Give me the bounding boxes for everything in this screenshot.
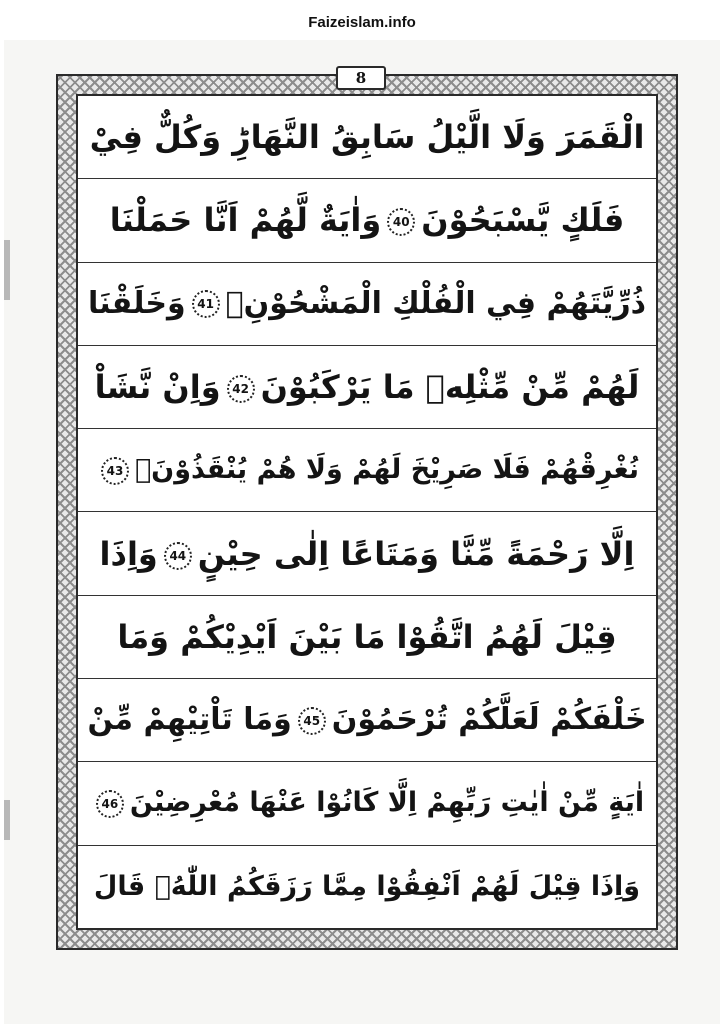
ornamental-border — [56, 74, 678, 950]
verse-line — [78, 846, 656, 928]
ayah-number-marker: 42 — [227, 375, 255, 403]
page-number: 8 — [336, 66, 386, 90]
ayah-number-marker: 41 — [192, 290, 220, 318]
text-panel — [76, 94, 658, 930]
arabic-text-after: وَاٰيَةٌ لَّهُمْ اَنَّا حَمَلْنَا — [109, 201, 382, 240]
arabic-text — [117, 617, 617, 656]
arabic-text — [95, 456, 639, 485]
arabic-text-before: اٰيَةٍ مِّنْ اٰيٰتِ رَبِّهِمْ اِلَّا كَانُوْا عَنْهَا مُعْرِضِيْنَ — [129, 787, 645, 819]
verse-line — [78, 679, 656, 762]
arabic-text-before: وَاِذَا قِيْلَ لَهُمْ اَنْفِقُوْا مِمَّا رَزَقَكُمُ اللّٰهُۙ قَالَ — [93, 871, 641, 903]
ayah-number-marker: 46 — [96, 790, 124, 818]
verse-line — [78, 179, 656, 262]
verse-line — [78, 429, 656, 512]
arabic-text — [87, 702, 647, 738]
arabic-text-before: نُغْرِقْهُمْ فَلَا صَرِيْخَ لَهُمْ وَلَا هُمْ يُنْقَذُوْنَۙ — [134, 454, 640, 486]
arabic-text — [93, 871, 641, 903]
binding-mark — [4, 240, 10, 300]
arabic-text-before: خَلْفَكُمْ لَعَلَّكُمْ تُرْحَمُوْنَ — [331, 702, 647, 738]
ayah-number-marker: 40 — [387, 208, 415, 236]
verse-line — [78, 762, 656, 845]
ayah-number-marker: 45 — [298, 707, 326, 735]
arabic-text-after: وَمَا تَاْتِيْهِمْ مِّنْ — [87, 702, 292, 738]
verse-lines — [78, 96, 656, 928]
verse-line — [78, 346, 656, 429]
arabic-text — [109, 201, 625, 240]
arabic-text-before: لَهُمْ مِّنْ مِّثْلِهٖ مَا يَرْكَبُوْنَ — [260, 368, 640, 407]
arabic-text-after: وَاِنْ نَّشَاْ — [94, 368, 221, 407]
arabic-text — [99, 534, 635, 573]
site-header: Faizeislam.info — [308, 14, 416, 31]
verse-line — [78, 263, 656, 346]
arabic-text-after: وَخَلَقْنَا — [88, 285, 186, 321]
arabic-text-before: اِلَّا رَحْمَةً مِّنَّا وَمَتَاعًا اِلٰى حِيْنٍ — [197, 534, 635, 573]
arabic-text — [94, 368, 640, 407]
arabic-text-before: قِيْلَ لَهُمُ اتَّقُوْا مَا بَيْنَ اَيْدِيْكُمْ وَمَا — [117, 617, 617, 656]
arabic-text-before: الْقَمَرَ وَلَا الَّيْلُ سَابِقُ النَّهَارِؕ وَكُلٌّ فِيْ — [89, 118, 645, 157]
arabic-text — [88, 285, 647, 321]
verse-line — [78, 596, 656, 679]
ayah-number-marker: 44 — [164, 542, 192, 570]
verse-line — [78, 512, 656, 595]
binding-mark — [4, 800, 10, 840]
arabic-text-before: ذُرِّيَّتَهُمْ فِي الْفُلْكِ الْمَشْحُوْنِۙ — [225, 285, 647, 321]
arabic-text-before: فَلَكٍ يَّسْبَحُوْنَ — [421, 201, 625, 240]
arabic-text — [90, 789, 644, 818]
verse-line — [78, 96, 656, 179]
arabic-text — [89, 118, 645, 157]
arabic-text-after: وَاِذَا — [99, 534, 158, 573]
ayah-number-marker: 43 — [101, 457, 129, 485]
